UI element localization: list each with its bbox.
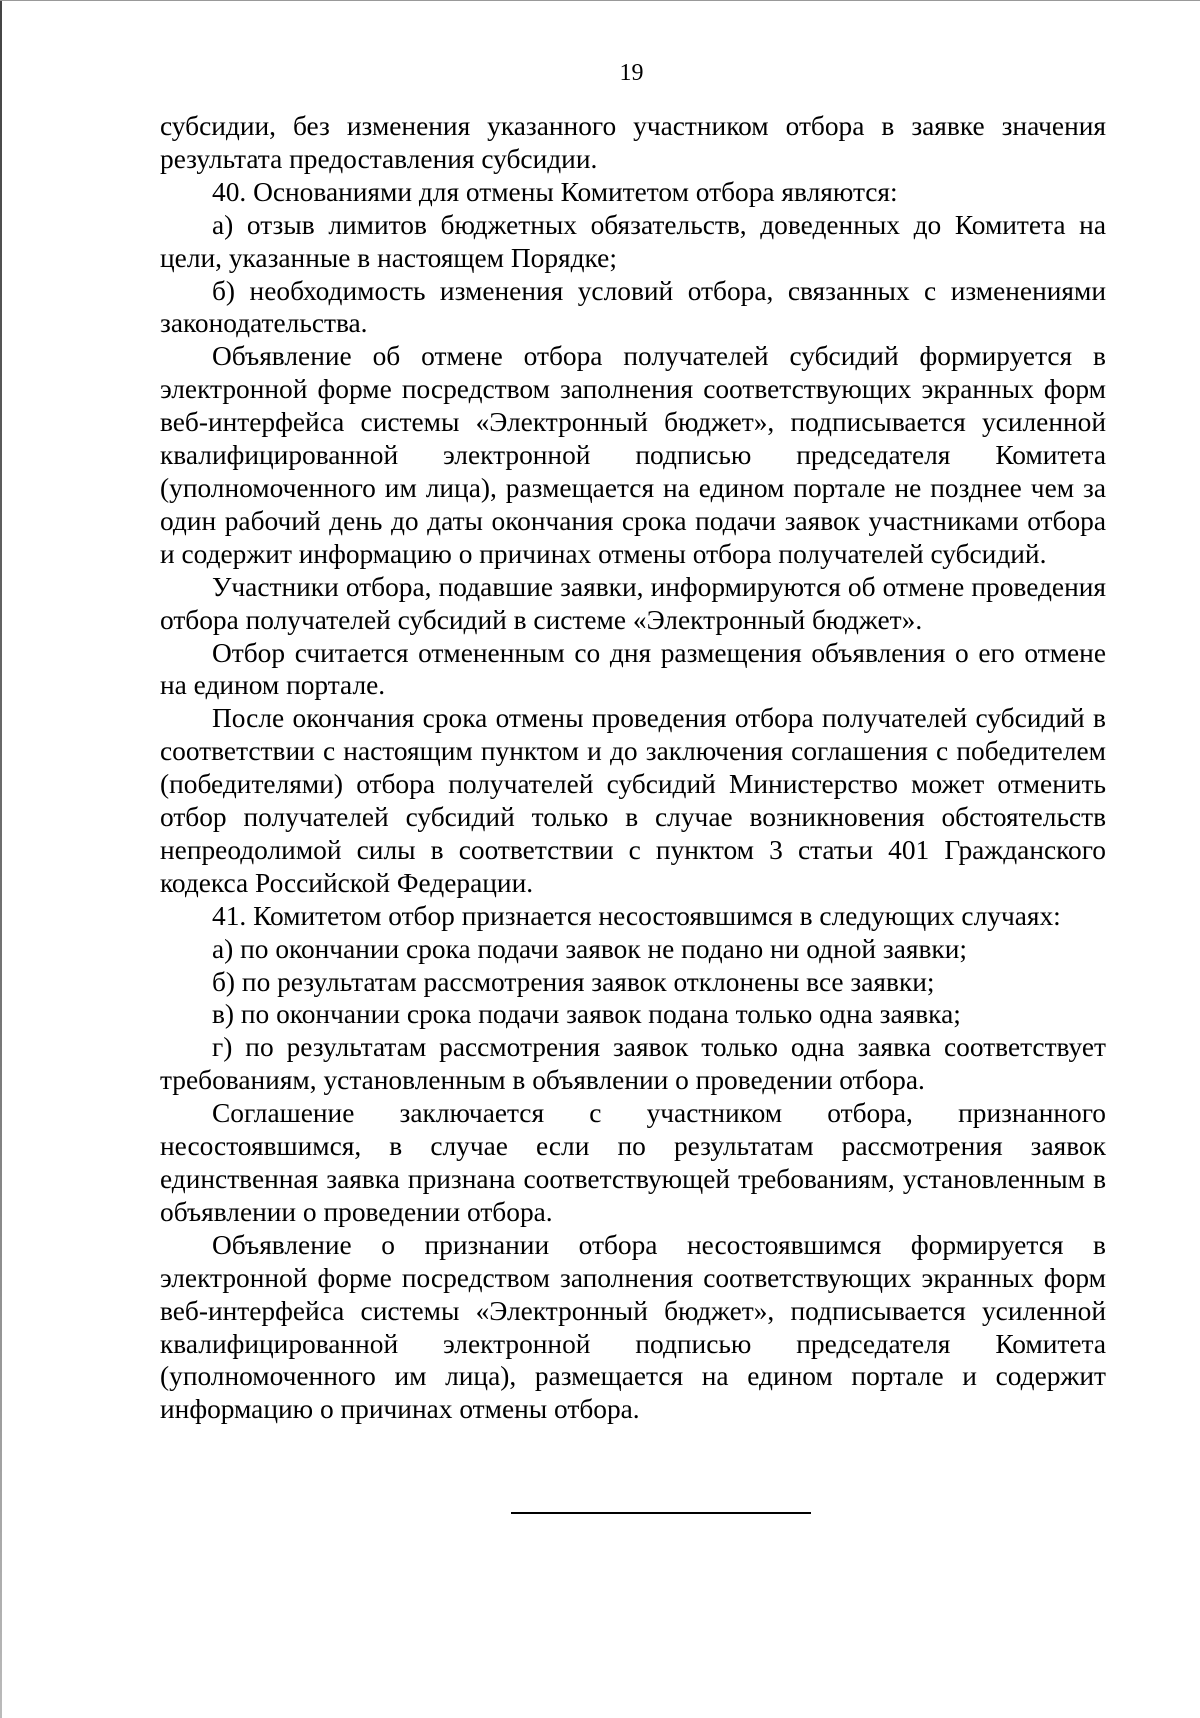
paragraph-6: Участники отбора, подавшие заявки, информируются об отмене проведения отбора получателей субсидий в системе «Электронный бюджет». xyxy=(160,571,1106,635)
paragraph-15: Объявление о признании отбора несостоявшимся формируется в электронной форме посредством заполнения соответствующих экранных форм веб-интерфейса системы «Электронный бюджет», подписывается усиленной квалифицированной электронной подписью председателя Комитета (уполномоченного им лица), размещается на едином портале и содержит информацию о причинах отмены отбора. xyxy=(160,1229,1106,1425)
paragraph-8: После окончания срока отмены проведения отбора получателей субсидий в соответствии с настоящим пунктом и до заключения соглашения с победителем (победителями) отбора получателей субсидий Министерство может отменить отбор получателей субсидий только в случае возникновения обстоятельств непреодолимой силы в соответствии с пунктом 3 статьи 401 Гражданского кодекса Российской Федерации. xyxy=(160,703,1106,898)
paragraph-10: а) по окончании срока подачи заявок не подано ни одной заявки; xyxy=(212,933,967,964)
paragraph-2: 40. Основаниями для отмены Комитетом отбора являются: xyxy=(212,176,898,207)
paragraph-7: Отбор считается отмененным со дня размещения объявления о его отмене на едином портале. xyxy=(160,637,1106,701)
paragraph-4: б) необходимость изменения условий отбора, связанных с изменениями законодательства. xyxy=(160,275,1106,339)
paragraph-11: б) по результатам рассмотрения заявок отклонены все заявки; xyxy=(212,966,935,997)
paragraph-9: 41. Комитетом отбор признается несостоявшимся в следующих случаях: xyxy=(212,900,1061,931)
paragraph-14: Соглашение заключается с участником отбора, признанного несостоявшимся, в случае если по результатам рассмотрения заявок единственная заявка признана соответствующей требованиям, установленным в объявлении о проведении отбора. xyxy=(160,1098,1106,1227)
end-of-document-rule xyxy=(511,1512,811,1514)
paragraph-12: в) по окончании срока подачи заявок подана только одна заявка; xyxy=(212,999,961,1030)
paragraph-5: Объявление об отмене отбора получателей субсидий формируется в электронной форме посредством заполнения соответствующих экранных форм веб-интерфейса системы «Электронный бюджет», подписывается усиленной квалифицированной электронной подписью председателя Комитета (уполномоченного им лица), размещается на едином портале не позднее чем за один рабочий день до даты окончания срока подачи заявок участниками отбора и содержит информацию о причинах отмены отбора получателей субсидий. xyxy=(160,341,1106,569)
document-body xyxy=(160,110,1106,1426)
paragraph-13: г) по результатам рассмотрения заявок только одна заявка соответствует требованиям, установленным в объявлении о проведении отбора. xyxy=(160,1032,1106,1096)
page-number: 19 xyxy=(619,60,644,86)
scan-edge-top xyxy=(0,0,1200,1)
scan-edge-left xyxy=(0,0,2,1718)
paragraph-1: субсидии, без изменения указанного участником отбора в заявке значения результата предоставления субсидии. xyxy=(160,111,1106,174)
paragraph-3: а) отзыв лимитов бюджетных обязательств, доведенных до Комитета на цели, указанные в настоящем Порядке; xyxy=(160,209,1106,273)
